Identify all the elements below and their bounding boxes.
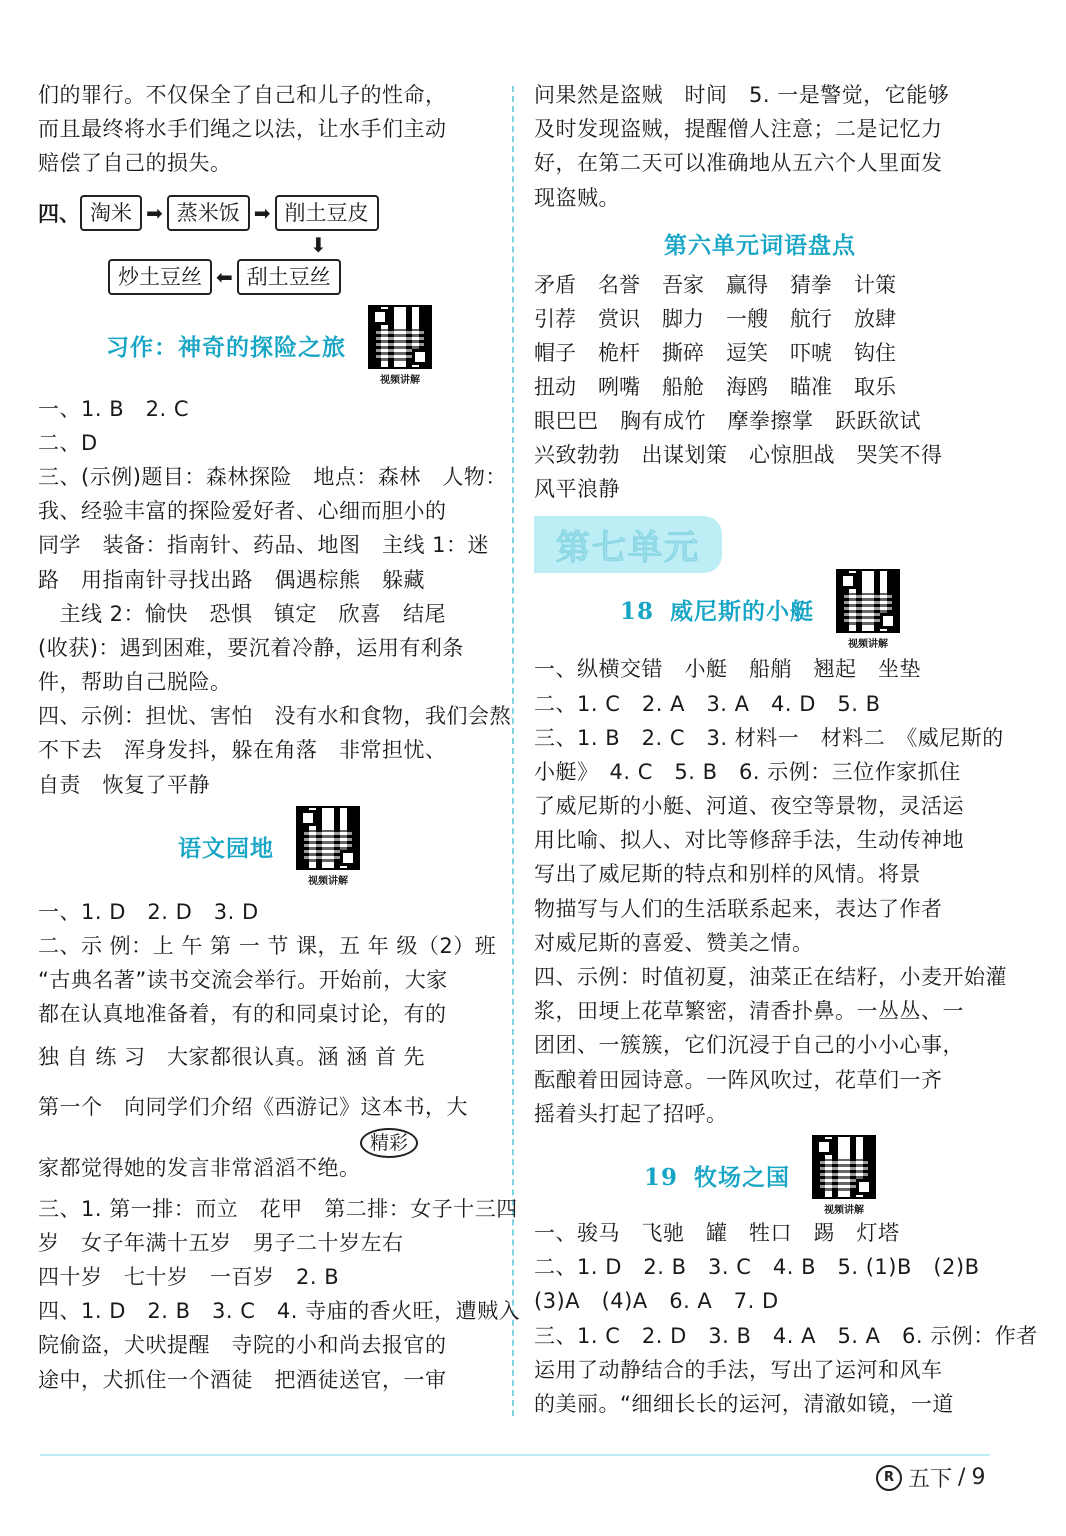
text-line: 三、1. 第一排：而立 花甲 第二排：女子十三四 xyxy=(38,1196,518,1221)
section-header xyxy=(38,305,500,386)
section-title: 第六单元词语盘点 xyxy=(664,232,856,259)
word: 脚力 xyxy=(662,306,704,331)
edition-badge: R xyxy=(876,1465,902,1491)
text-line: 同学 装备：指南针、药品、地图 主线 1：迷 xyxy=(38,533,490,558)
text-line: 好，在第二天可以准确地从五六个人里面发 xyxy=(534,151,943,176)
qr-code-icon[interactable] xyxy=(836,569,900,650)
qr-caption: 视频讲解 xyxy=(308,875,348,887)
answer-block xyxy=(38,895,521,1397)
text-line: 问果然是盗贼 时间 5. 一是警觉，它能够 xyxy=(534,83,950,107)
text-line: 二、D xyxy=(38,430,98,455)
text-line: 家都觉得她的发言非常滔滔不绝。 xyxy=(38,1155,361,1180)
text-line: 我、经验丰富的探险爱好者、心细而胆小的 xyxy=(38,499,447,524)
section-header xyxy=(38,806,500,887)
text-line: 及时发现盗贼，提醒僧人注意；二是记忆力 xyxy=(534,117,943,142)
process-flow xyxy=(38,195,500,295)
text-line: 院偷盗，犬吠提醒 寺院的小和尚去报官的 xyxy=(38,1333,447,1358)
text-line: 途中，犬抓住一个酒徒 把酒徒送官，一审 xyxy=(38,1367,447,1392)
section-title: 习作：神奇的探险之旅 xyxy=(106,334,346,361)
qr-caption: 视频讲解 xyxy=(380,374,420,386)
text-line: 而且最终将水手们绳之以法，让水手们主动 xyxy=(38,117,447,142)
text-line: 主线 2：愉快 恐惧 镇定 欣喜 结尾 xyxy=(38,601,447,626)
word: 吓唬 xyxy=(790,340,832,365)
text-line: 都在认真地准备着，有的和同桌讨论，有的 xyxy=(38,1002,447,1027)
text-line: 件，帮助自己脱险。 xyxy=(38,670,232,695)
text-line: 兴致勃勃 出谋划策 心惊胆战 哭笑不得 xyxy=(534,442,943,467)
text-line: 二、1. D 2. B 3. C 4. B 5. (1)B (2)B xyxy=(534,1255,980,1280)
word: 计策 xyxy=(854,272,896,297)
text-line: 赔偿了自己的损失。 xyxy=(38,151,232,176)
section-header xyxy=(534,569,986,650)
text-line: 了威尼斯的小艇、河道、夜空等景物，灵活运 xyxy=(534,794,964,819)
word: 撕碎 xyxy=(662,340,704,365)
word: 吾家 xyxy=(662,272,704,297)
text-line: 摇着头打起了招呼。 xyxy=(534,1101,728,1126)
text-line: 物描写与人们的生活联系起来，表达了作者 xyxy=(534,896,943,921)
qr-code-icon[interactable] xyxy=(368,305,432,386)
answer-block xyxy=(38,392,511,802)
text-line: 自责 恢复了平静 xyxy=(38,772,210,797)
lesson-title xyxy=(644,1159,790,1192)
text-line: 三、1. C 2. D 3. B 4. A 5. A 6. 示例：作者 xyxy=(534,1323,1038,1348)
text-line: 一、1. B 2. C xyxy=(38,396,189,421)
text-line: 三、(示例)题目：森林探险 地点：森林 人物： xyxy=(38,464,507,489)
text-line: 现盗贼。 xyxy=(534,185,620,210)
text-line: 写出了威尼斯的特点和别样的风情。将景 xyxy=(534,862,921,887)
text-line: 浆，田埂上花草繁密，清香扑鼻。一丛丛、一 xyxy=(534,999,964,1024)
arrow-right-icon: ➡ xyxy=(146,200,163,225)
word: 扭动 xyxy=(534,374,576,399)
text-line: 风平浪静 xyxy=(534,477,620,502)
word: 放肆 xyxy=(854,306,896,331)
flow-step-1: 淘米 xyxy=(80,195,142,231)
page-number: 9 xyxy=(971,1465,986,1490)
left-column xyxy=(38,78,521,1397)
lesson-name: 威尼斯的小艇 xyxy=(670,599,814,626)
flow-step-5: 炒土豆丝 xyxy=(108,259,212,295)
answer-block xyxy=(534,652,1007,1131)
text-line: 用比喻、拟人、对比等修辞手法，生动传神地 xyxy=(534,828,964,853)
word: 帽子 xyxy=(534,340,576,365)
text-line: 一、1. D 2. D 3. D xyxy=(38,899,259,924)
word: 赢得 xyxy=(726,272,768,297)
grade-label: 五下 xyxy=(908,1467,953,1492)
word: 船舱 xyxy=(662,374,704,399)
word: 取乐 xyxy=(854,374,896,399)
arrow-left-icon: ⬅ xyxy=(216,264,233,289)
correction-mark: 精彩 xyxy=(360,1128,418,1158)
word: 猜拳 xyxy=(790,272,832,297)
word: 钩住 xyxy=(854,340,896,365)
text-line: 岁 女子年满十五岁 男子二十岁左右 xyxy=(38,1230,404,1255)
arrow-right-icon: ➡ xyxy=(253,200,271,225)
word: 矛盾 xyxy=(534,272,576,297)
word: 咧嘴 xyxy=(598,374,640,399)
text-line: 四、示例：担忧、害怕 没有水和食物，我们会熬 xyxy=(38,704,511,729)
word-grid xyxy=(534,268,986,404)
word: 逗笑 xyxy=(726,340,768,365)
word: 一艘 xyxy=(726,306,768,331)
section-header xyxy=(534,1135,986,1216)
section-title: 语文园地 xyxy=(178,835,274,862)
right-column xyxy=(534,78,1038,1421)
text-line: 独 自 练 习 大家都很认真。涵 涵 首 先 xyxy=(38,1044,426,1069)
text-line: 团团、一簇簇，它们沉浸于自己的小小心事， xyxy=(534,1033,964,1058)
text-line: 酝酿着田园诗意。一阵风吹过，花草们一齐 xyxy=(534,1067,943,1092)
word: 瞄准 xyxy=(790,374,832,399)
text-line: 四十岁 七十岁 一百岁 2. B xyxy=(38,1264,340,1289)
text-line: 三、1. B 2. C 3. 材料一 材料二 《威尼斯的 xyxy=(534,725,1004,750)
word: 赏识 xyxy=(598,306,640,331)
lesson-number: 19 xyxy=(643,1163,678,1191)
lesson-number: 18 xyxy=(619,598,654,626)
unit-banner: 第七单元 xyxy=(534,516,722,573)
text-line: (收获)：遇到困难，要沉着冷静，运用有利条 xyxy=(38,635,464,660)
footer-rule xyxy=(40,1454,990,1456)
qr-code-icon[interactable] xyxy=(812,1135,876,1216)
text-line: 第一个 向同学们介绍《西游记》这本书，大 xyxy=(38,1094,468,1119)
word: 海鸥 xyxy=(726,374,768,399)
text-line: 们的罪行。不仅保全了自己和儿子的性命， xyxy=(38,83,447,107)
qr-caption: 视频讲解 xyxy=(848,639,888,651)
text-line: 二、1. C 2. A 3. A 4. D 5. B xyxy=(534,691,881,716)
text-line: “古典名著”读书交流会举行。开始前，大家 xyxy=(38,968,448,993)
text-line: 小艇》 4. C 5. B 6. 示例：三位作家抓住 xyxy=(534,759,961,784)
text-line: 的美丽。“细细长长的运河，清澈如镜，一道 xyxy=(534,1391,954,1416)
qr-caption: 视频讲解 xyxy=(824,1204,864,1216)
section-header xyxy=(534,227,986,260)
text-line: 对威尼斯的喜爱、赞美之情。 xyxy=(534,930,814,955)
text-line: 二、示 例：上 午 第 一 节 课，五 年 级（2）班 xyxy=(38,934,497,958)
text-line: 眼巴巴 胸有成竹 摩拳擦掌 跃跃欲试 xyxy=(534,408,921,433)
text-line: 路 用指南针寻找出路 偶遇棕熊 躲藏 xyxy=(38,567,425,592)
answer-block xyxy=(534,1216,1038,1421)
flow-step-3: 削土豆皮 xyxy=(275,195,379,231)
word: 引荐 xyxy=(534,306,576,331)
text-line: (3)A (4)A 6. A 7. D xyxy=(534,1289,779,1314)
arrow-down-icon: ⬇ xyxy=(310,232,327,257)
text-line: 一、纵横交错 小艇 船艄 翘起 坐垫 xyxy=(534,657,921,682)
flow-step-2: 蒸米饭 xyxy=(167,195,250,231)
qr-code-icon[interactable] xyxy=(296,806,360,887)
page-footer xyxy=(876,1462,985,1493)
word: 航行 xyxy=(790,306,832,331)
text-line: 四、示例：时值初夏，油菜正在结籽，小麦开始灌 xyxy=(534,965,1007,989)
lesson-name: 牧场之国 xyxy=(694,1164,790,1191)
text-line: 不下去 浑身发抖，躲在角落 非常担忧、 xyxy=(38,738,447,763)
section-label: 四、 xyxy=(38,201,80,226)
lesson-title xyxy=(620,593,814,626)
flow-step-4: 刮土豆丝 xyxy=(237,259,341,295)
text-line: 四、1. D 2. B 3. C 4. 寺庙的香火旺，遭贼入 xyxy=(38,1299,521,1324)
text-line: 运用了动静结合的手法，写出了运河和风车 xyxy=(534,1357,943,1382)
text-line: 一、骏马 飞驰 罐 牲口 踢 灯塔 xyxy=(534,1220,900,1245)
slash-separator: / xyxy=(958,1465,966,1490)
word: 桅杆 xyxy=(598,340,640,365)
word: 名誉 xyxy=(598,272,640,297)
